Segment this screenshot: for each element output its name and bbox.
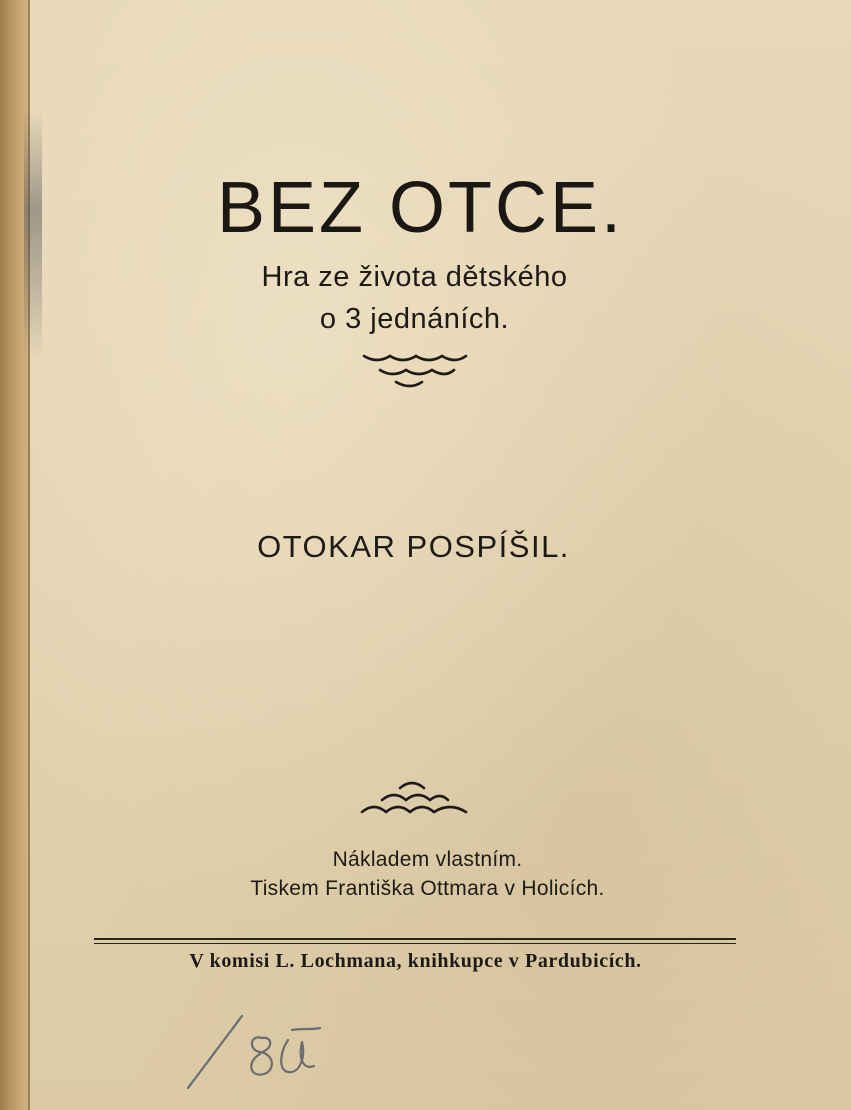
arc-ornament-icon <box>358 776 470 816</box>
commission-line: V komisi L. Lochmana, knihkupce v Pardubicích. <box>189 950 642 972</box>
publisher-line-1: Nákladem vlastním. <box>332 848 523 871</box>
subtitle-line-1: Hra ze života dětského <box>261 261 568 293</box>
arc-ornament-icon <box>360 350 470 392</box>
subtitle-line-2: o 3 jednáních. <box>319 303 510 335</box>
divider-rule-thin <box>94 943 736 944</box>
printer-line: Tiskem Františka Ottmara v Holicích. <box>250 877 605 900</box>
book-title: BEZ OTCE. <box>216 168 625 248</box>
divider-rule <box>94 938 736 940</box>
pencil-annotation <box>180 1000 340 1100</box>
author-name: OTOKAR POSPÍŠIL. <box>257 529 570 564</box>
